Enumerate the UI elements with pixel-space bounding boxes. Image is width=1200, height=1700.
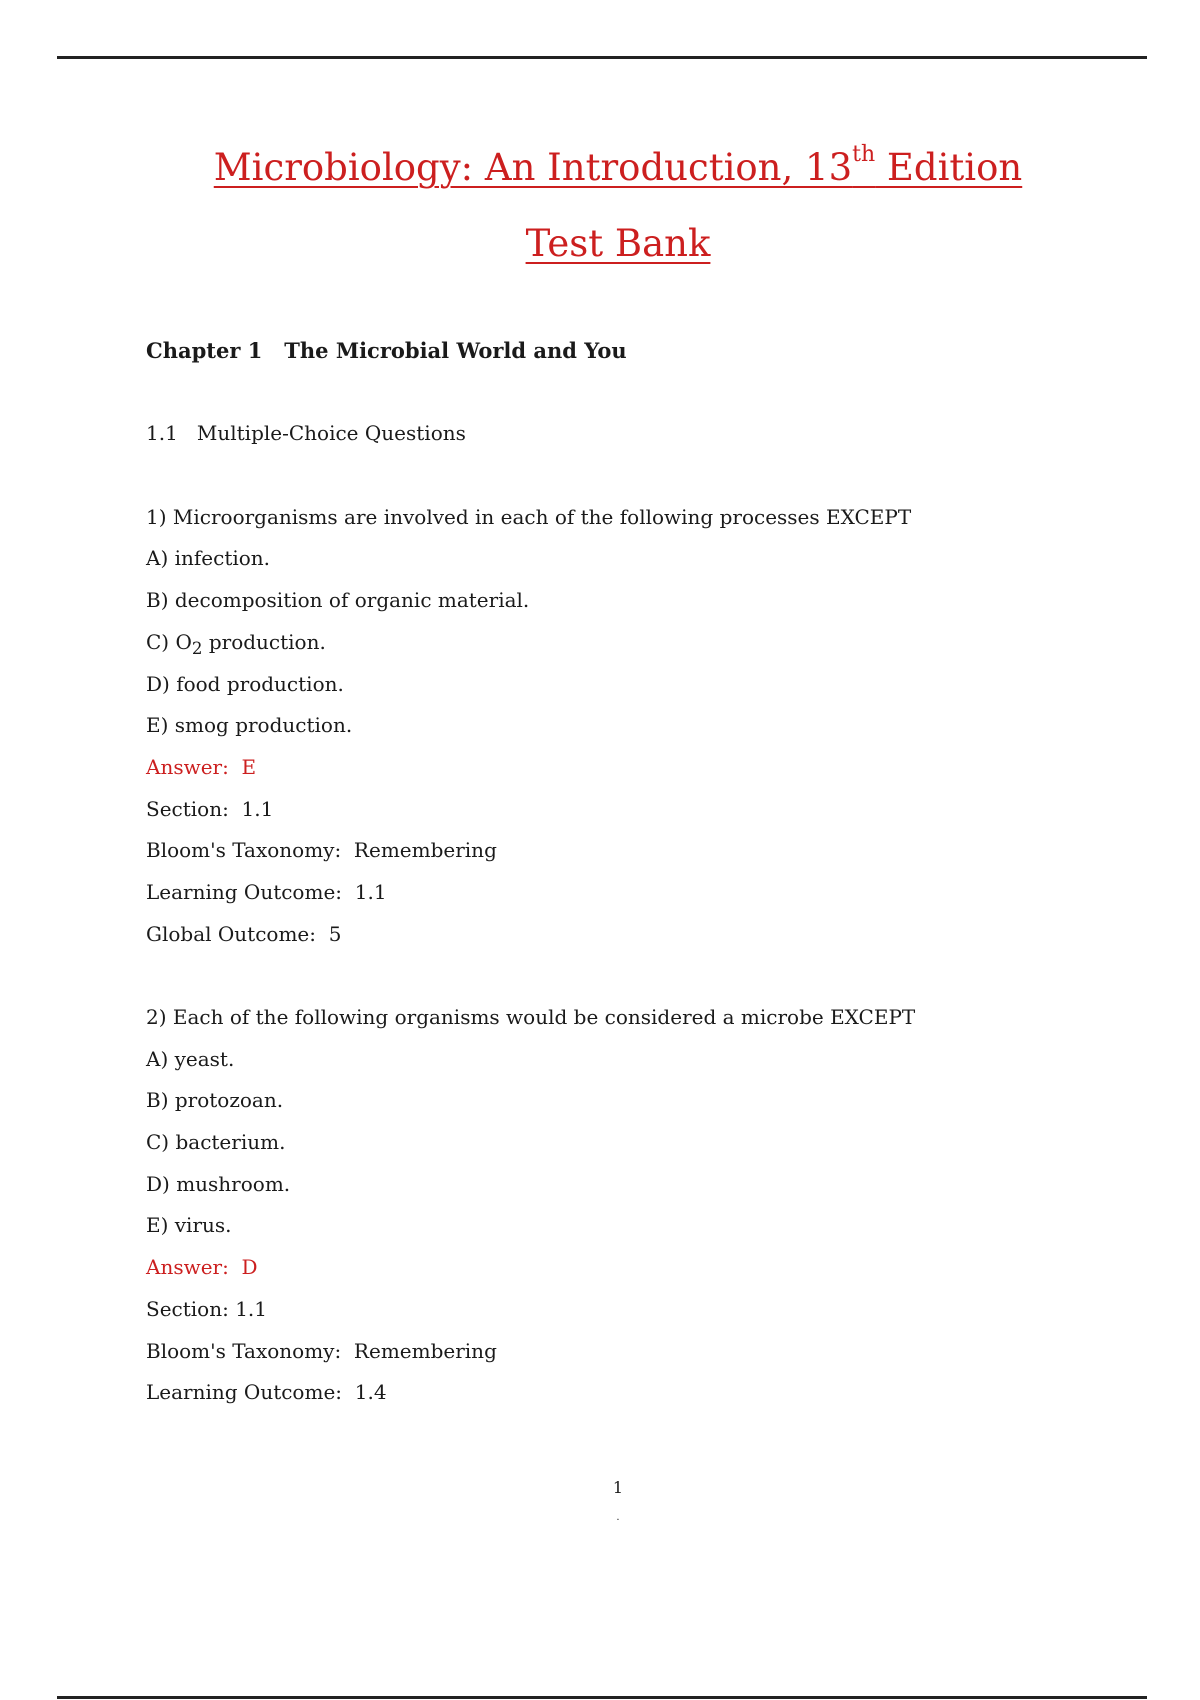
- option: D) food production.: [146, 671, 344, 696]
- title-edition: Edition: [875, 146, 1023, 189]
- bloom-taxonomy: Bloom's Taxonomy: Remembering: [146, 838, 497, 863]
- learning-outcome: Learning Outcome: 1.4: [146, 1380, 387, 1405]
- question-stem: 2) Each of the following organisms would be considered a microbe EXCEPT: [146, 1005, 916, 1029]
- bloom-taxonomy: Bloom's Taxonomy: Remembering: [146, 1338, 497, 1363]
- top-rule: [57, 56, 1147, 59]
- chapter-heading: Chapter 1 The Microbial World and You: [146, 338, 627, 363]
- section-heading: 1.1 Multiple-Choice Questions: [146, 421, 466, 446]
- document-subtitle: Test Bank: [525, 222, 711, 265]
- learning-outcome: Learning Outcome: 1.1: [146, 879, 387, 904]
- footer-dot: .: [616, 1512, 620, 1523]
- option: C) bacterium.: [146, 1130, 286, 1155]
- option: E) virus.: [146, 1213, 232, 1238]
- bottom-rule: [57, 1696, 1147, 1699]
- option-c-text: C) O: [146, 629, 192, 654]
- global-outcome: Global Outcome: 5: [146, 921, 342, 946]
- option: A) yeast.: [146, 1046, 235, 1071]
- document-title: [0, 142, 1200, 189]
- answer: Answer: D: [146, 1255, 258, 1280]
- title-text: Microbiology: An Introduction, 13: [213, 146, 853, 189]
- option: A) infection.: [146, 546, 271, 571]
- page-number: 1: [612, 1478, 624, 1497]
- option: D) mushroom.: [146, 1171, 291, 1196]
- document-body: [146, 330, 1146, 1414]
- option: [146, 622, 1146, 664]
- section-ref: Section: 1.1: [146, 1296, 267, 1321]
- option: B) decomposition of organic material.: [146, 588, 530, 613]
- title-superscript: th: [852, 142, 876, 167]
- answer: Answer: E: [146, 754, 257, 779]
- option: B) protozoan.: [146, 1088, 284, 1113]
- section-ref: Section: 1.1: [146, 796, 274, 821]
- option-c-rest: production.: [202, 629, 326, 654]
- subscript: 2: [191, 638, 203, 658]
- option: E) smog production.: [146, 713, 353, 738]
- question-stem: 1) Microorganisms are involved in each of the following processes EXCEPT: [146, 504, 912, 529]
